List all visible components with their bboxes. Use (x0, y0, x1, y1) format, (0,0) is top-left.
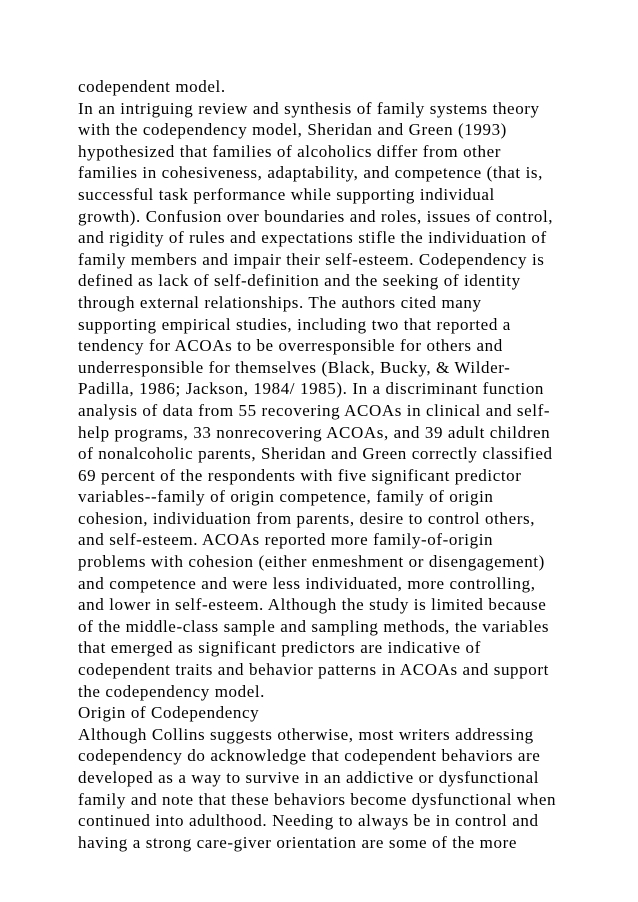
text-line: defined as lack of self-definition and the seeking of identity (78, 271, 521, 291)
text-line: family members and impair their self-esteem. Codependency is (78, 249, 545, 269)
text-line: help programs, 33 nonrecovering ACOAs, and 39 adult children (78, 422, 551, 442)
text-line: having a strong care-giver orientation are some of the more (78, 832, 517, 852)
text-line: cohesion, individuation from parents, desire to control others, (78, 508, 536, 528)
text-line: with the codependency model, Sheridan and Green (1993) (78, 120, 507, 140)
text-line: the codependency model. (78, 681, 266, 701)
text-line: and rigidity of rules and expectations stifle the individuation of (78, 228, 547, 248)
text-line: developed as a way to survive in an addictive or dysfunctional (78, 768, 540, 787)
text-line: supporting empirical studies, including two that reported a (78, 314, 511, 334)
text-line: that emerged as significant predictors are indicative of (78, 638, 481, 658)
text-line: Although Collins suggests otherwise, most writers addressing (78, 724, 534, 744)
text-line: codependent model. (78, 77, 226, 96)
text-line: variables--family of origin competence, family of origin (78, 487, 494, 507)
text-line: problems with cohesion (either enmeshment or disengagement) (78, 552, 545, 572)
text-line: continued into adulthood. Needing to always be in control and (78, 811, 539, 831)
text-line: Padilla, 1986; Jackson, 1984/ 1985). In a discriminant function (78, 379, 545, 399)
text-line: and competence and were less individuated, more controlling, (78, 573, 536, 593)
text-line: hypothesized that families of alcoholics differ from other (78, 141, 502, 161)
text-line: and lower in self-esteem. Although the study is limited because (78, 595, 547, 615)
text-line: successful task performance while supporting individual (78, 184, 495, 204)
text-line: and self-esteem. ACOAs reported more family-of-origin (78, 530, 494, 550)
text-line: of the middle-class sample and sampling methods, the variables (78, 616, 550, 636)
text-line: codependency do acknowledge that codependent behaviors are (78, 746, 541, 766)
text-line: growth). Confusion over boundaries and roles, issues of control, (78, 206, 554, 226)
text-line: Origin of Codependency (78, 703, 260, 723)
text-line: tendency for ACOAs to be overresponsible for others and (78, 336, 503, 356)
text-line: codependent traits and behavior patterns in ACOAs and support (78, 660, 549, 680)
text-line: In an intriguing review and synthesis of family systems theory (78, 98, 540, 118)
text-line: of nonalcoholic parents, Sheridan and Green correctly classified (78, 444, 553, 464)
text-line: families in cohesiveness, adaptability, and competence (that is, (78, 163, 543, 183)
document-body-text (78, 76, 598, 853)
text-line: family and note that these behaviors become dysfunctional when (78, 789, 557, 809)
text-line: underresponsible for themselves (Black, Bucky, & Wilder- (78, 357, 511, 377)
text-line: analysis of data from 55 recovering ACOAs in clinical and self- (78, 400, 551, 420)
text-line: 69 percent of the respondents with five significant predictor (78, 465, 522, 485)
text-line: through external relationships. The authors cited many (78, 292, 482, 312)
